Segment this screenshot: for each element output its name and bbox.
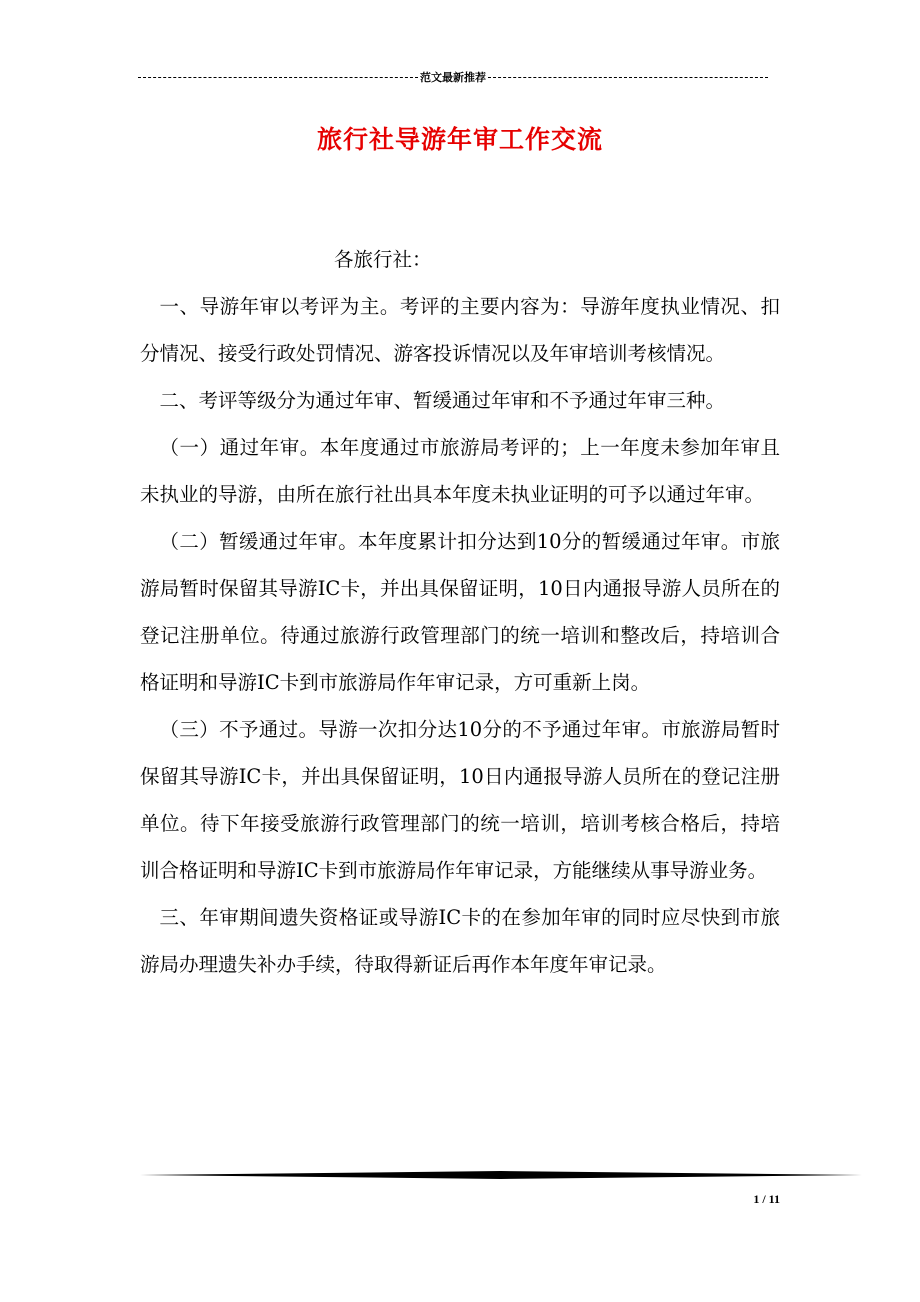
paragraph-3: （一）通过年审。本年度通过市旅游局考评的；上一年度未参加年审且未执业的导游，由所在旅行社出具本年度未执业证明的可予以通过年审。: [140, 436, 780, 506]
page-header: [138, 68, 768, 86]
document-body: [140, 236, 780, 988]
header-dash-right: [488, 77, 768, 78]
paragraph-4: （二）暂缓通过年审。本年度累计扣分达到10分的暂缓通过年审。市旅游局暂时保留其导游IC卡，并出具保留证明，10日内通报导游人员所在的登记注册单位。待通过旅游行政管理部门的统一培训和整改后，持培训合格证明和导游IC卡到市旅游局作年审记录，方可重新上岗。: [140, 530, 780, 694]
paragraph-5: （三）不予通过。导游一次扣分达10分的不予通过年审。市旅游局暂时保留其导游IC卡，并出具保留证明，10日内通报导游人员所在的登记注册单位。待下年接受旅游行政管理部门的统一培训，培训考核合格后，持培训合格证明和导游IC卡到市旅游局作年审记录，方能继续从事导游业务。: [140, 718, 780, 882]
page-number: 1 / 11: [753, 1192, 780, 1206]
paragraph-6: 三、年审期间遗失资格证或导游IC卡的在参加年审的同时应尽快到市旅游局办理遗失补办手续，待取得新证后再作本年度年审记录。: [140, 906, 780, 976]
salutation: 各旅行社：: [334, 248, 432, 271]
footer-rule: [140, 1170, 862, 1180]
header-dash-left: [138, 77, 418, 78]
document-title: 旅行社导游年审工作交流: [316, 125, 603, 154]
header-label: 范文最新推荐: [420, 71, 486, 84]
paragraph-1: 一、导游年审以考评为主。考评的主要内容为：导游年度执业情况、扣分情况、接受行政处罚情况、游客投诉情况以及年审培训考核情况。: [140, 295, 780, 365]
paragraph-2: 二、考评等级分为通过年审、暂缓通过年审和不予通过年审三种。: [159, 389, 726, 412]
